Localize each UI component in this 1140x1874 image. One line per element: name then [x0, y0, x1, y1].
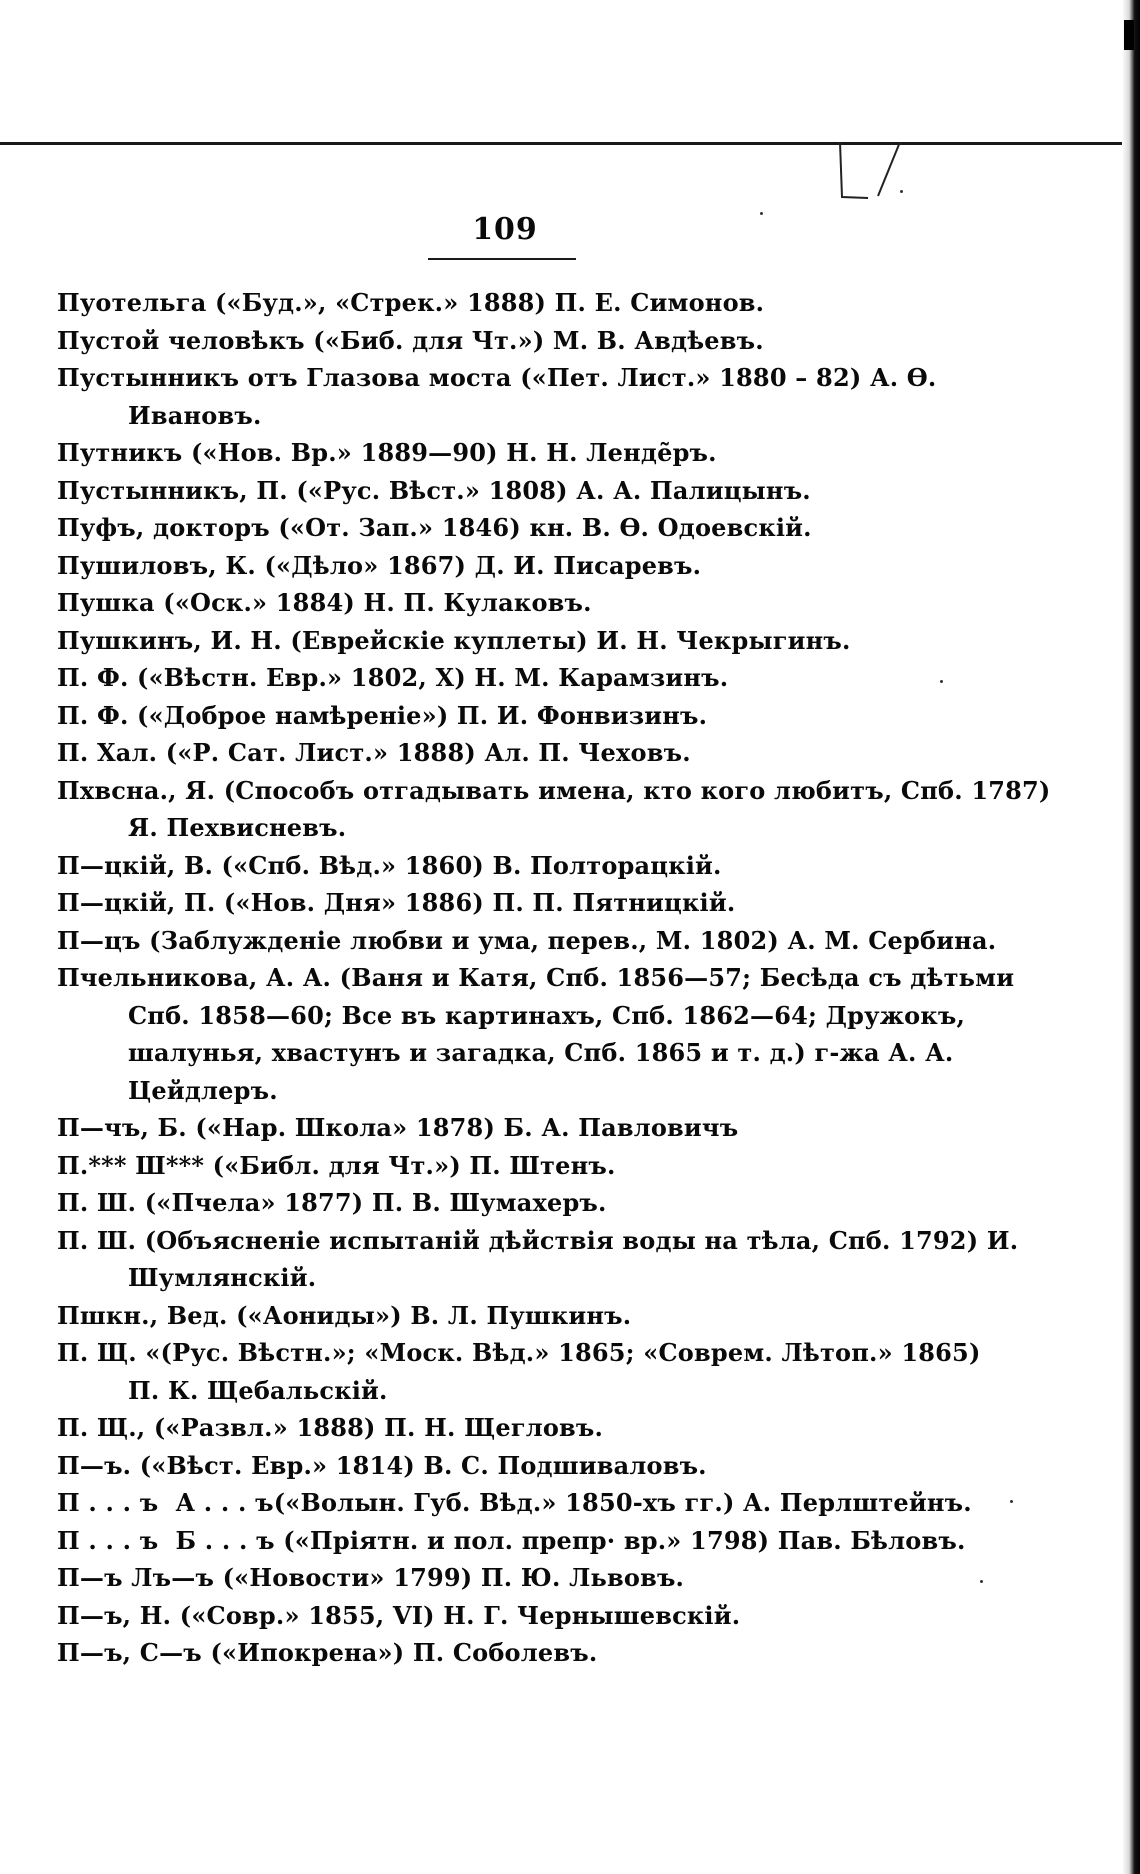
- index-entry: [57, 1297, 1087, 1335]
- scan-edge-shadow: [1122, 0, 1140, 1874]
- index-entry: [57, 284, 1087, 322]
- entry-continuation-line: Цейдлеръ.: [128, 1075, 278, 1105]
- scan-speck: [1010, 1500, 1013, 1503]
- entry-line: Пушиловъ, К. («Дѣло» 1867) Д. И. Писаревъ.: [57, 550, 702, 580]
- entry-line: Путникъ («Нов. Вр.» 1889—90) Н. Н. Ленде̃ръ.: [57, 438, 717, 467]
- index-entry: [57, 734, 1087, 772]
- index-entry: [57, 847, 1087, 885]
- index-entry: [57, 472, 1087, 510]
- entry-line: Пустынникъ отъ Глазова моста («Пет. Лист.» 1880 – 82) А. Ѳ.: [57, 363, 937, 392]
- index-entry: [57, 434, 1087, 472]
- entry-line: П—чъ, Б. («Нар. Школа» 1878) Б. А. Павловичъ: [57, 1113, 739, 1142]
- entry-line: П—ъ Лъ—ъ («Новости» 1799) П. Ю. Львовъ.: [57, 1563, 685, 1592]
- entry-line: П . . . ъ А . . . ъ(«Волын. Губ. Вѣд.» 1850-хъ гг.) А. Перлштейнъ.: [57, 1488, 972, 1517]
- scan-speck: [940, 680, 943, 683]
- pseudonym-index-list: [57, 284, 1087, 1672]
- entry-line: П—цкій, В. («Спб. Вѣд.» 1860) В. Полторацкій.: [57, 850, 722, 880]
- entry-continuation-line: Шумлянскій.: [128, 1263, 317, 1292]
- entry-line: Пхвсна., Я. (Способъ отгадывать имена, кто кого любитъ, Спб. 1787): [57, 775, 1051, 805]
- index-entry: [57, 1559, 1087, 1597]
- entry-line: Пустынникъ, П. («Рус. Вѣст.» 1808) А. А. Палицынъ.: [57, 475, 811, 505]
- entry-line: Пушкинъ, И. Н. (Еврейскіе куплеты) И. Н. Чекрыгинъ.: [57, 625, 851, 655]
- entry-continuation-line: шалунья, хвастунъ и загадка, Спб. 1865 и т. д.) г-жа А. А.: [128, 1038, 954, 1067]
- page-number-rule: [428, 258, 576, 260]
- scan-speck: [980, 1580, 983, 1583]
- entry-line: П . . . ъ Б . . . ъ («Пріятн. и пол. препр· вр.» 1798) Пав. Бѣловъ.: [57, 1525, 966, 1555]
- index-entry: [57, 884, 1087, 922]
- index-entry: [57, 659, 1087, 697]
- entry-line: П. Ф. («Вѣстн. Евр.» 1802, X) Н. М. Карамзинъ.: [57, 663, 729, 692]
- entry-line: П. Ф. («Доброе намѣреніе») П. И. Фонвизинъ.: [57, 700, 708, 730]
- index-entry: [57, 1484, 1087, 1522]
- entry-line: П.*** Ш*** («Библ. для Чт.») П. Штенъ.: [57, 1150, 616, 1180]
- page-number: 109: [472, 212, 538, 247]
- page-top-rule: [0, 142, 1122, 145]
- entry-line: П—ъ. («Вѣст. Евр.» 1814) В. С. Подшиваловъ.: [57, 1450, 707, 1480]
- index-entry: [57, 322, 1087, 360]
- entry-line: П. Щ., («Развл.» 1888) П. Н. Щегловъ.: [57, 1413, 604, 1442]
- index-entry: [57, 584, 1087, 622]
- entry-line: П. Щ. «(Рус. Вѣстн.»; «Моск. Вѣд.» 1865; «Соврем. Лѣтоп.» 1865): [57, 1338, 981, 1367]
- index-entry: [57, 959, 1087, 1109]
- entry-line: П—ъ, С—ъ («Ипокрена») П. Соболевъ.: [57, 1638, 598, 1667]
- page-corner-mark: [838, 142, 938, 202]
- scan-speck: [760, 212, 763, 215]
- entry-continuation-line: Спб. 1858—60; Все въ картинахъ, Спб. 1862—64; Дружокъ,: [128, 1000, 966, 1030]
- index-entry: [57, 547, 1087, 585]
- entry-line: П. Хал. («Р. Сат. Лист.» 1888) Ал. П. Чеховъ.: [57, 738, 691, 767]
- index-entry: [57, 1147, 1087, 1185]
- index-entry: [57, 1447, 1087, 1485]
- entry-line: П. Ш. (Объясненіе испытаній дѣйствія воды на тѣла, Спб. 1792) И.: [57, 1225, 1019, 1255]
- index-entry: [57, 697, 1087, 735]
- index-entry: [57, 772, 1087, 847]
- index-entry: [57, 1109, 1087, 1147]
- index-entry: [57, 1409, 1087, 1447]
- entry-line: П—ъ, Н. («Совр.» 1855, VI) Н. Г. Чернышевскій.: [57, 1600, 741, 1630]
- index-entry: [57, 1222, 1087, 1297]
- entry-line: Пуотельга («Буд.», «Стрек.» 1888) П. Е. Симонов.: [57, 288, 765, 317]
- entry-line: Пчельникова, А. А. (Ваня и Катя, Спб. 1856—57; Бесѣда съ дѣтьми: [57, 963, 1015, 992]
- index-entry: [57, 1184, 1087, 1222]
- index-entry: [57, 1334, 1087, 1409]
- scan-speck: [900, 190, 903, 193]
- entry-line: Пуфъ, докторъ («От. Зап.» 1846) кн. В. Ѳ. Одоевскій.: [57, 513, 812, 542]
- entry-line: П—цъ (Заблужденіе любви и ума, перев., М. 1802) А. М. Сербина.: [57, 925, 997, 955]
- index-entry: [57, 922, 1087, 960]
- index-entry: [57, 509, 1087, 547]
- index-entry: [57, 622, 1087, 660]
- scan-edge-corner: [1124, 20, 1134, 50]
- entry-line: П. Ш. («Пчела» 1877) П. В. Шумахеръ.: [57, 1188, 607, 1217]
- entry-line: Пустой человѣкъ («Биб. для Чт.») М. В. Авдѣевъ.: [57, 325, 764, 355]
- entry-line: П—цкій, П. («Нов. Дня» 1886) П. П. Пятницкій.: [57, 888, 736, 917]
- index-entry: [57, 1634, 1087, 1672]
- entry-line: Пшкн., Вед. («Аониды») В. Л. Пушкинъ.: [57, 1300, 632, 1330]
- index-entry: [57, 1597, 1087, 1635]
- entry-line: Пушка («Оск.» 1884) Н. П. Кулаковъ.: [57, 588, 592, 617]
- entry-continuation-line: П. К. Щебальскій.: [128, 1375, 388, 1405]
- index-entry: [57, 1522, 1087, 1560]
- index-entry: [57, 359, 1087, 434]
- entry-continuation-line: Ивановъ.: [128, 400, 262, 430]
- entry-continuation-line: Я. Пехвисневъ.: [128, 813, 347, 842]
